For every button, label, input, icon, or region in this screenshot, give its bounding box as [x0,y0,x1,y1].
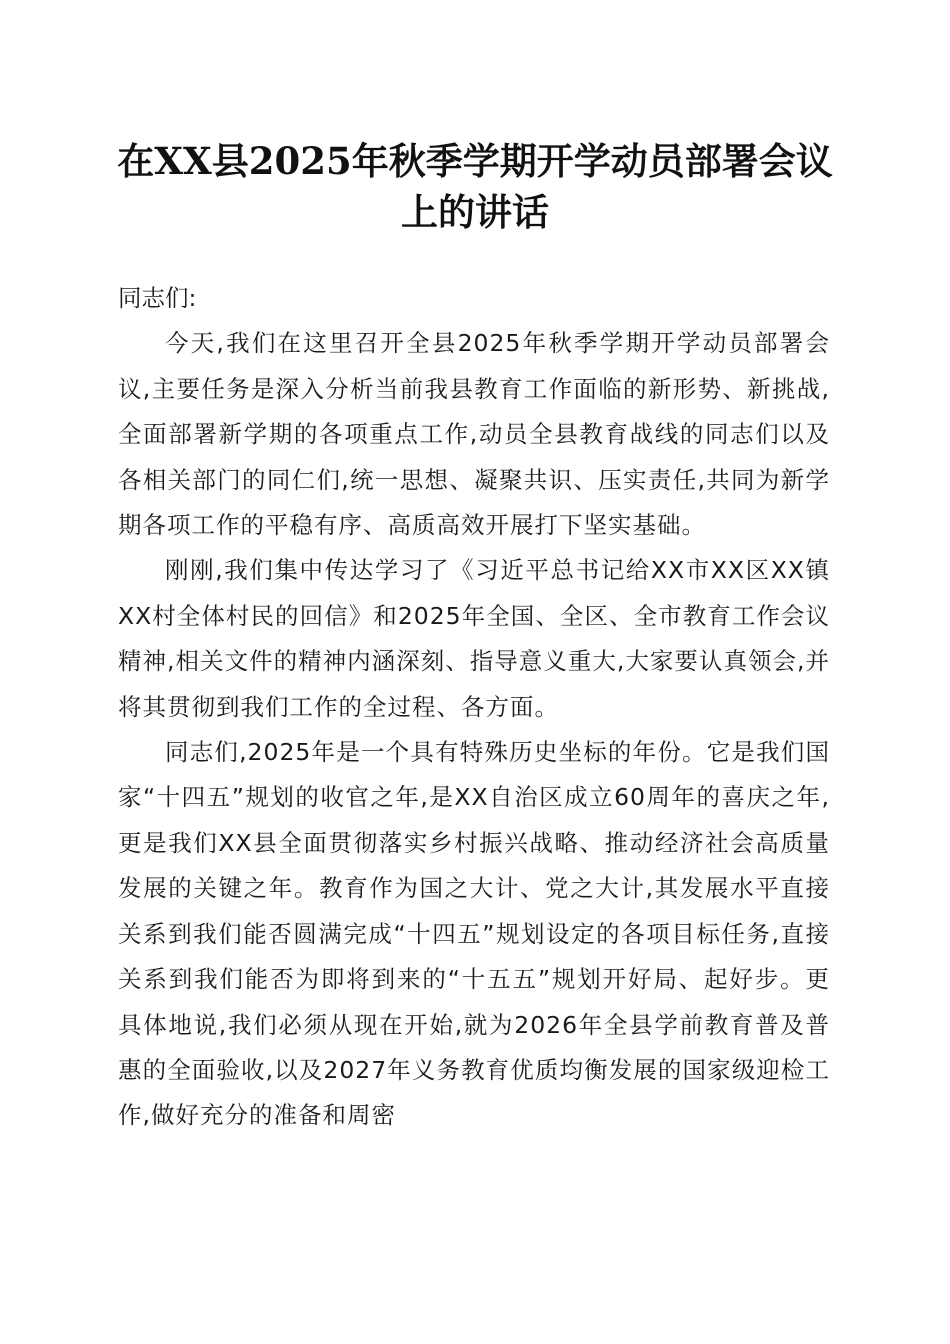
title-line-2: 上的讲话 [401,190,549,234]
title-line-1: 在XX县2025年秋季学期开学动员部署会议 [117,139,833,183]
document-title [110,136,840,238]
paragraph-1: 今天,我们在这里召开全县2025年秋季学期开学动员部署会议,主要任务是深入分析当前我县教育工作面临的新形势、新挑战,全面部署新学期的各项重点工作,动员全县教育战线的同志们以及各相关部门的同仁们,统一思想、凝聚共识、压实责任,共同为新学期各项工作的平稳有序、高质高效开展打下坚实基础。 [118,329,830,540]
paragraph-2: 刚刚,我们集中传达学习了《习近平总书记给XX市XX区XX镇XX村全体村民的回信》和2025年全国、全区、全市教育工作会议精神,相关文件的精神内涵深刻、指导意义重大,大家要认真领会,并将其贯彻到我们工作的全过程、各方面。 [118,556,830,721]
salutation: 同志们: [118,284,197,312]
paragraph-3: 同志们,2025年是一个具有特殊历史坐标的年份。它是我们国家“十四五”规划的收官之年,是XX自治区成立60周年的喜庆之年,更是我们XX县全面贯彻落实乡村振兴战略、推动经济社会高质量发展的关键之年。教育作为国之大计、党之大计,其发展水平直接关系到我们能否圆满完成“十四五”规划设定的各项目标任务,直接关系到我们能否为即将到来的“十五五”规划开好局、起好步。更具体地说,我们必须从现在开始,就为2026年全县学前教育普及普惠的全面验收,以及2027年义务教育优质均衡发展的国家级迎检工作,做好充分的准备和周密 [118,738,830,1130]
document-body [118,276,830,1139]
